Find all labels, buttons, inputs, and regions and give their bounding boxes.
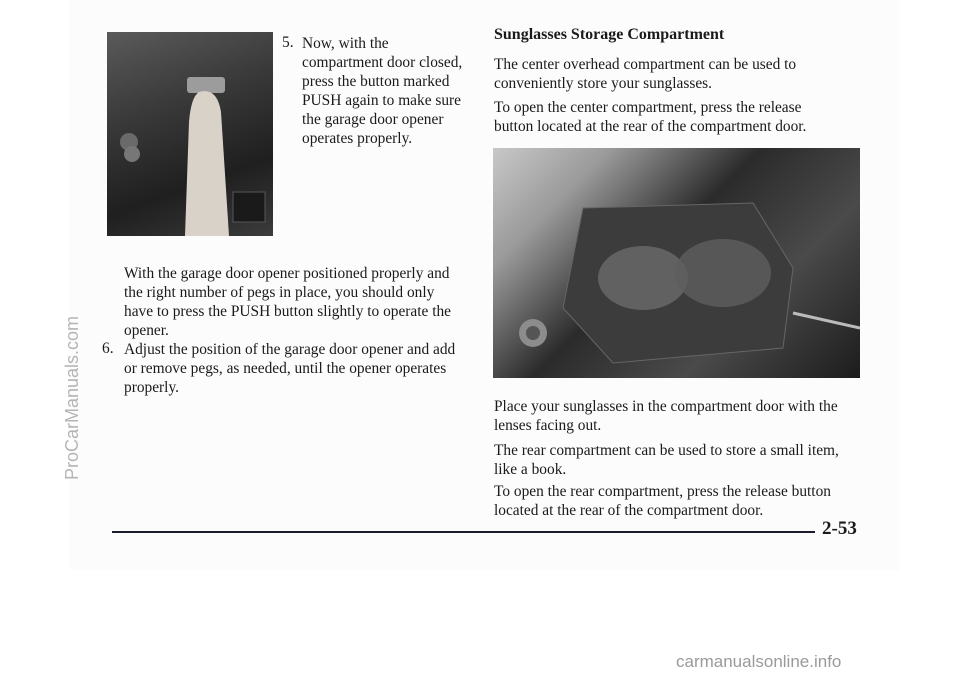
sunglasses-compartment-illustration bbox=[493, 148, 860, 378]
page-number: 2-53 bbox=[822, 518, 857, 539]
paragraph-open-rear: To open the rear compartment, press the release button located at the rear of the compartment door. bbox=[494, 483, 831, 519]
garage-opener-paragraph: With the garage door opener positioned properly and the right number of pegs in place, you should only have to press the PUSH button slightly to operate the opener. bbox=[124, 265, 452, 339]
step-6-text: Adjust the position of the garage door opener and add or remove pegs, as needed, until the opener operates properly. bbox=[124, 341, 456, 396]
paragraph-place-sunglasses: Place your sunglasses in the compartment door with the lenses facing out. bbox=[494, 398, 838, 434]
paragraph-center-compartment: The center overhead compartment can be used to conveniently store your sunglasses. bbox=[494, 56, 797, 92]
step-5-number: 5. bbox=[282, 34, 294, 51]
side-watermark: ProCarManuals.com bbox=[62, 315, 82, 480]
paragraph-open-center: To open the center compartment, press the release button located at the rear of the compartment door. bbox=[494, 99, 807, 135]
finger-pressing-button-illustration bbox=[107, 32, 273, 236]
step-5-text: Now, with the compartment door closed, press the button marked PUSH again to make sure the garage door opener operates properly. bbox=[302, 35, 463, 147]
footer-rule bbox=[112, 531, 815, 533]
bottom-watermark: carmanualsonline.info bbox=[676, 652, 842, 671]
paragraph-rear-compartment: The rear compartment can be used to store a small item, like a book. bbox=[494, 442, 839, 478]
photo-garage-opener-button bbox=[107, 32, 273, 236]
step-6-number: 6. bbox=[102, 340, 114, 357]
photo-sunglasses-compartment bbox=[493, 148, 860, 378]
section-heading: Sunglasses Storage Compartment bbox=[494, 26, 725, 43]
